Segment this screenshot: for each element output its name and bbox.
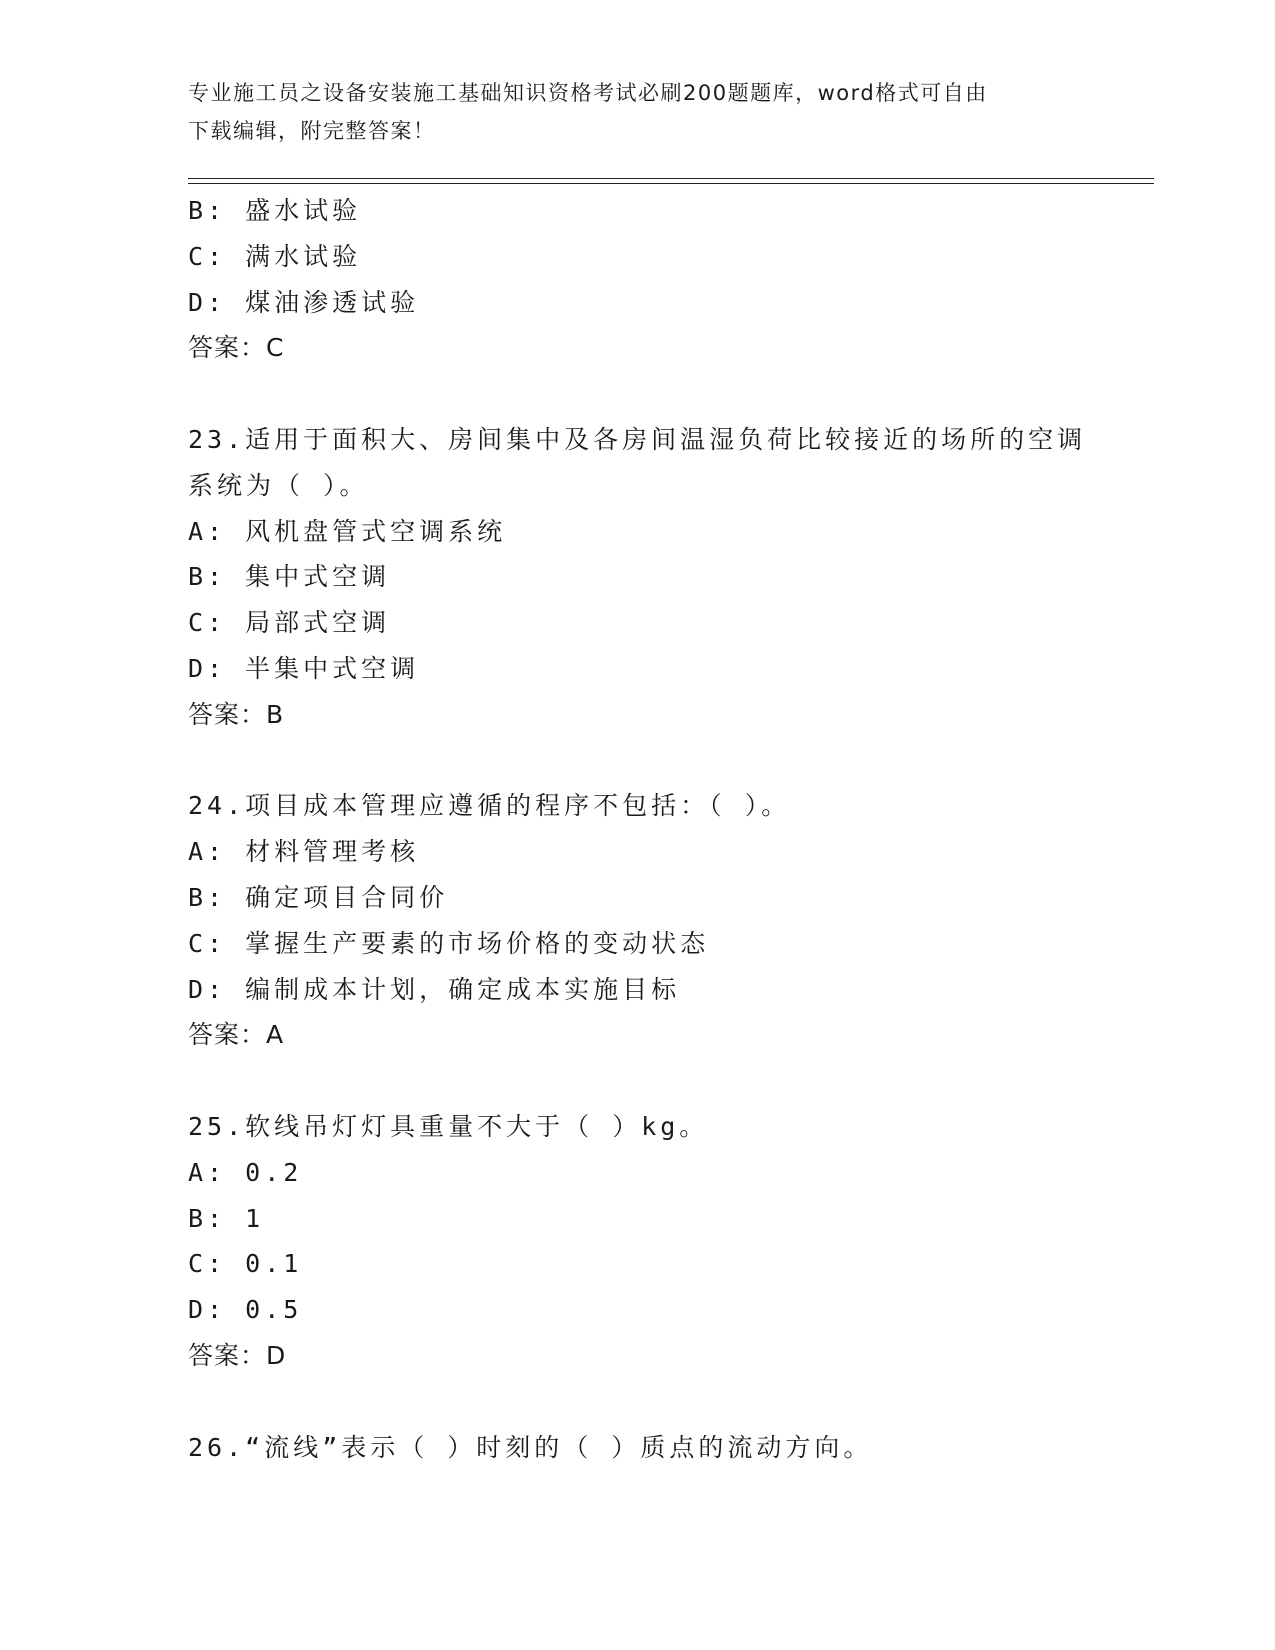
option-b: B: 集中式空调 [188,562,391,592]
option-c: C: 满水试验 [188,241,362,271]
option-b: B: 盛水试验 [188,196,362,225]
option-c: C: 掌握生产要素的市场价格的变动状态 [188,928,710,958]
question-spacer [188,1379,1148,1425]
option-a: A: 0.2 [188,1157,303,1187]
question-stem-line-1: 24.项目成本管理应遵循的程序不包括：（ ）。 [188,791,791,821]
question-stem-line-1: 23.适用于面积大、房间集中及各房间温湿负荷比较接近的场所的空调 [188,424,1087,454]
option-c: C: 局部式空调 [188,608,391,638]
question-24 [188,783,1148,1058]
answer-line: 答案：A [188,1020,285,1050]
question-spacer [188,738,1148,784]
option-c: C: 0.1 [188,1249,303,1279]
question-26 [188,1425,1148,1471]
header-title-line-1: 专业施工员之设备安装施工基础知识资格考试必刷200题题库，word格式可自由 [188,81,988,105]
question-stem-line-2: 系统为（ ）。 [188,470,369,500]
option-d: D: 编制成本计划，确定成本实施目标 [188,974,681,1004]
question-23 [188,417,1148,738]
question-25 [188,1104,1148,1379]
question-stem-line-1: 26.“流线”表示（ ）时刻的（ ）质点的流动方向。 [188,1432,873,1462]
answer-line: 答案：D [188,1340,287,1370]
header-rule-bottom [188,183,1154,184]
option-b: B: 1 [188,1203,265,1233]
header-title-line-2: 下载编辑，附完整答案！ [188,119,436,143]
option-a: A: 风机盘管式空调系统 [188,516,507,546]
option-d: D: 煤油渗透试验 [188,287,420,317]
question-stem-line-1: 25.软线吊灯灯具重量不大于（ ）kg。 [188,1111,709,1141]
header-rule-top [188,178,1154,179]
option-a: A: 材料管理考核 [188,837,420,867]
answer-line: 答案：B [188,699,285,729]
answer-line: 答案：C [188,333,285,363]
option-d: D: 0.5 [188,1295,303,1325]
question-list [188,188,1148,1470]
question-spacer [188,1058,1148,1104]
question-spacer [188,371,1148,417]
document-header [188,74,1068,150]
question-22-continuation [188,188,1148,371]
option-b: B: 确定项目合同价 [188,882,449,912]
option-d: D: 半集中式空调 [188,653,420,683]
